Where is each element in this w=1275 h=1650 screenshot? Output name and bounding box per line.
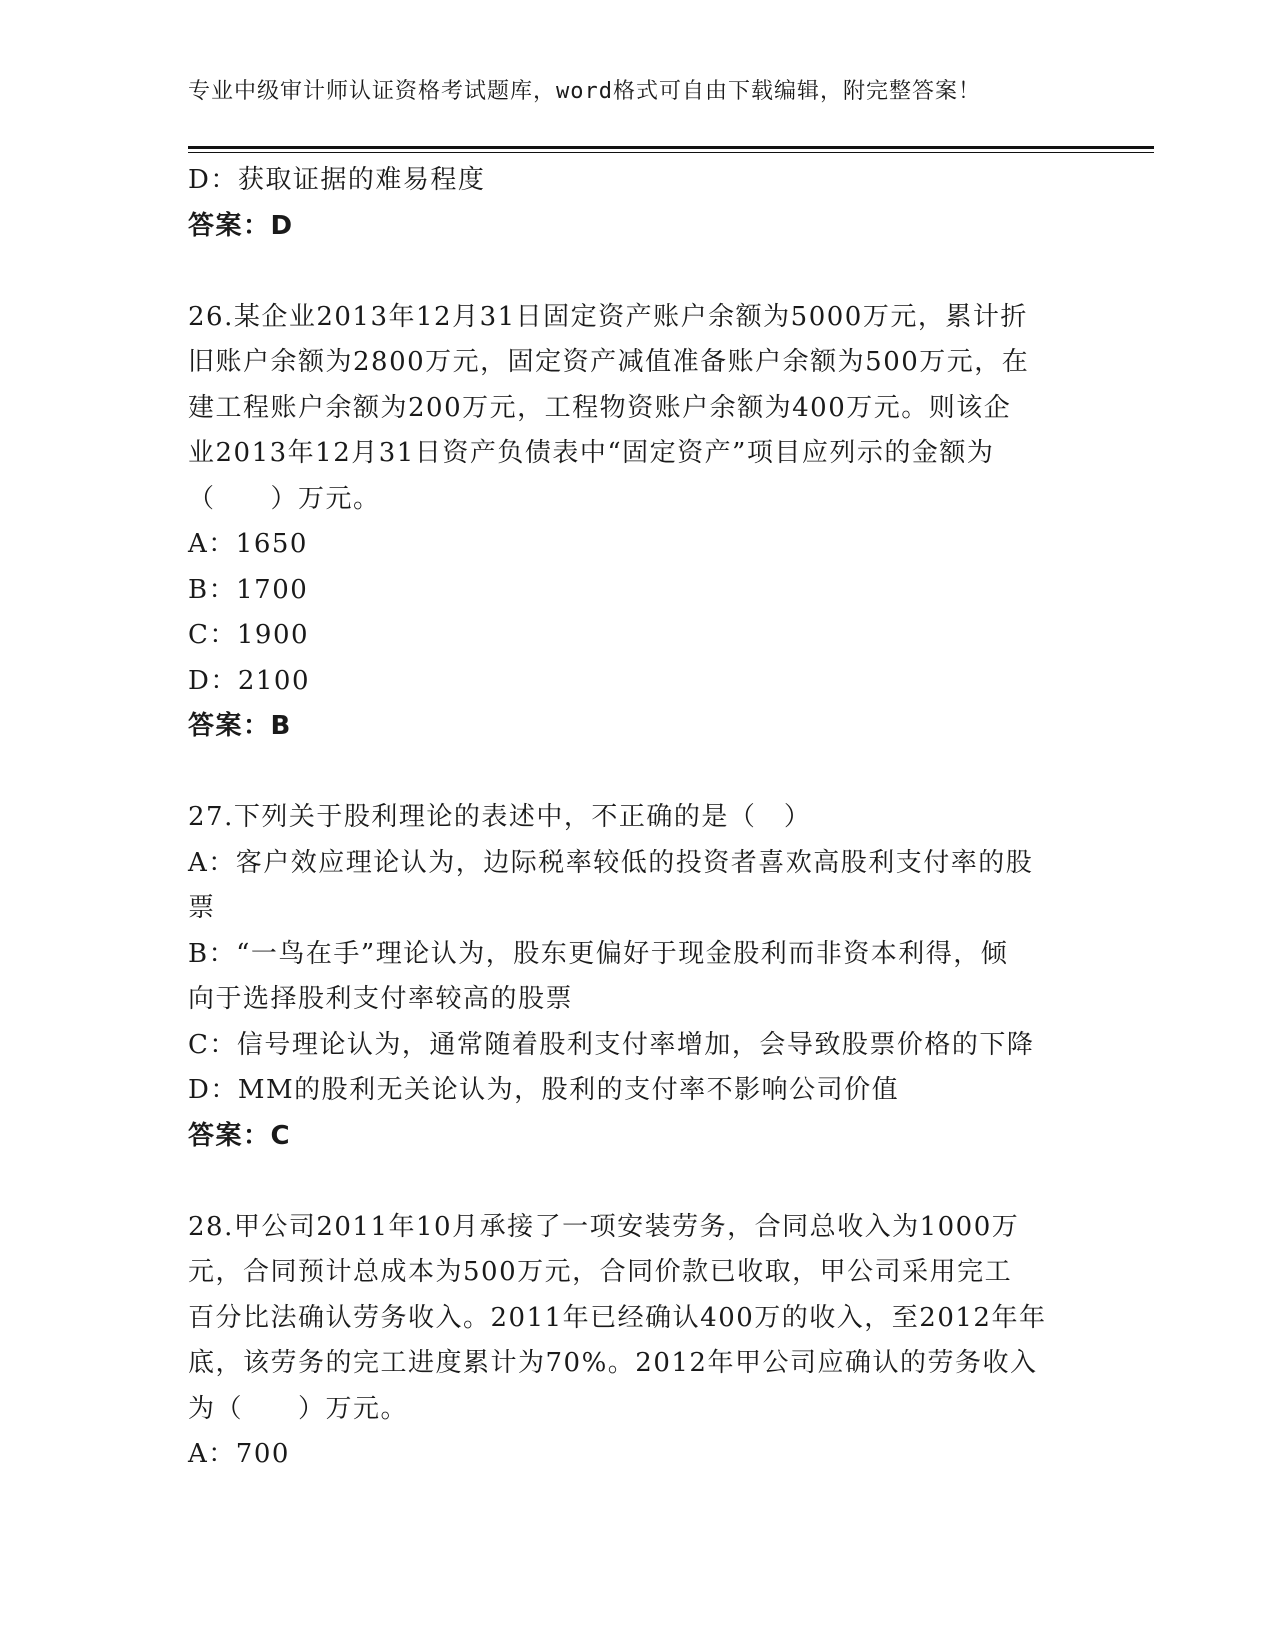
q27-option-line: C：信号理论认为，通常随着股利支付率增加，会导致股票价格的下降: [188, 1029, 1035, 1060]
q26-answer: 答案：B: [188, 711, 292, 741]
q28-stem-line: 28.甲公司2011年10月承接了一项安装劳务，合同总收入为1000万: [188, 1211, 1020, 1242]
q26-option-c: C：1900: [188, 620, 310, 650]
question-28: [188, 1205, 1088, 1478]
q27-option-line: 向于选择股利支付率较高的股票: [188, 984, 574, 1014]
q28-stem-line: 元，合同预计总成本为500万元，合同价款已收取，甲公司采用完工: [188, 1257, 1013, 1287]
q26-option-b: B：1700: [188, 574, 309, 605]
q25-option-d: D：获取证据的难易程度: [188, 165, 486, 195]
spacer: [188, 750, 1088, 796]
q26-stem-line: 业2013年12月31日资产负债表中“固定资产”项目应列示的金额为: [188, 438, 995, 468]
q27-stem: 27.下列关于股利理论的表述中，不正确的是（ ）: [188, 802, 812, 832]
header-divider: [188, 146, 1154, 149]
q28-stem-line: 百分比法确认劳务收入。2011年已经确认400万的收入，至2012年年: [188, 1302, 1047, 1333]
question-27: [188, 795, 1088, 1159]
q26-stem-line: （ ）万元。: [188, 483, 381, 514]
q28-stem-line: 为（ ）万元。: [188, 1393, 409, 1424]
q25-answer: 答案：D: [188, 210, 294, 241]
q27-option-line: B：“一鸟在手”理论认为，股东更偏好于现金股利而非资本利得，倾: [188, 938, 1009, 969]
page-header: 专业中级审计师认证资格考试题库，word格式可自由下载编辑，附完整答案！: [188, 79, 981, 104]
q27-option-line: D：MM的股利无关论认为，股利的支付率不影响公司价值: [188, 1075, 900, 1105]
spacer: [188, 249, 1088, 295]
q28-stem-line: 底，该劳务的完工进度累计为70%。2012年甲公司应确认的劳务收入: [188, 1348, 1038, 1378]
header-divider-thin: [188, 152, 1154, 153]
q26-option-d: D：2100: [188, 665, 311, 696]
q27-option-line: A：客户效应理论认为，边际税率较低的投资者喜欢高股利支付率的股: [188, 847, 1034, 878]
q27-option-line: 票: [188, 893, 216, 923]
q27-answer: 答案：C: [188, 1120, 292, 1151]
spacer: [188, 1159, 1088, 1205]
question-26: [188, 295, 1088, 750]
q26-option-a: A：1650: [188, 529, 308, 559]
q26-stem-line: 26.某企业2013年12月31日固定资产账户余额为5000万元，累计折: [188, 301, 1028, 332]
q26-stem-line: 建工程账户余额为200万元，工程物资账户余额为400万元。则该企: [188, 392, 1012, 423]
question-content: [188, 158, 1088, 1478]
q28-option-a: A：700: [188, 1439, 290, 1469]
q26-stem-line: 旧账户余额为2800万元，固定资产减值准备账户余额为500万元，在: [188, 347, 1030, 377]
